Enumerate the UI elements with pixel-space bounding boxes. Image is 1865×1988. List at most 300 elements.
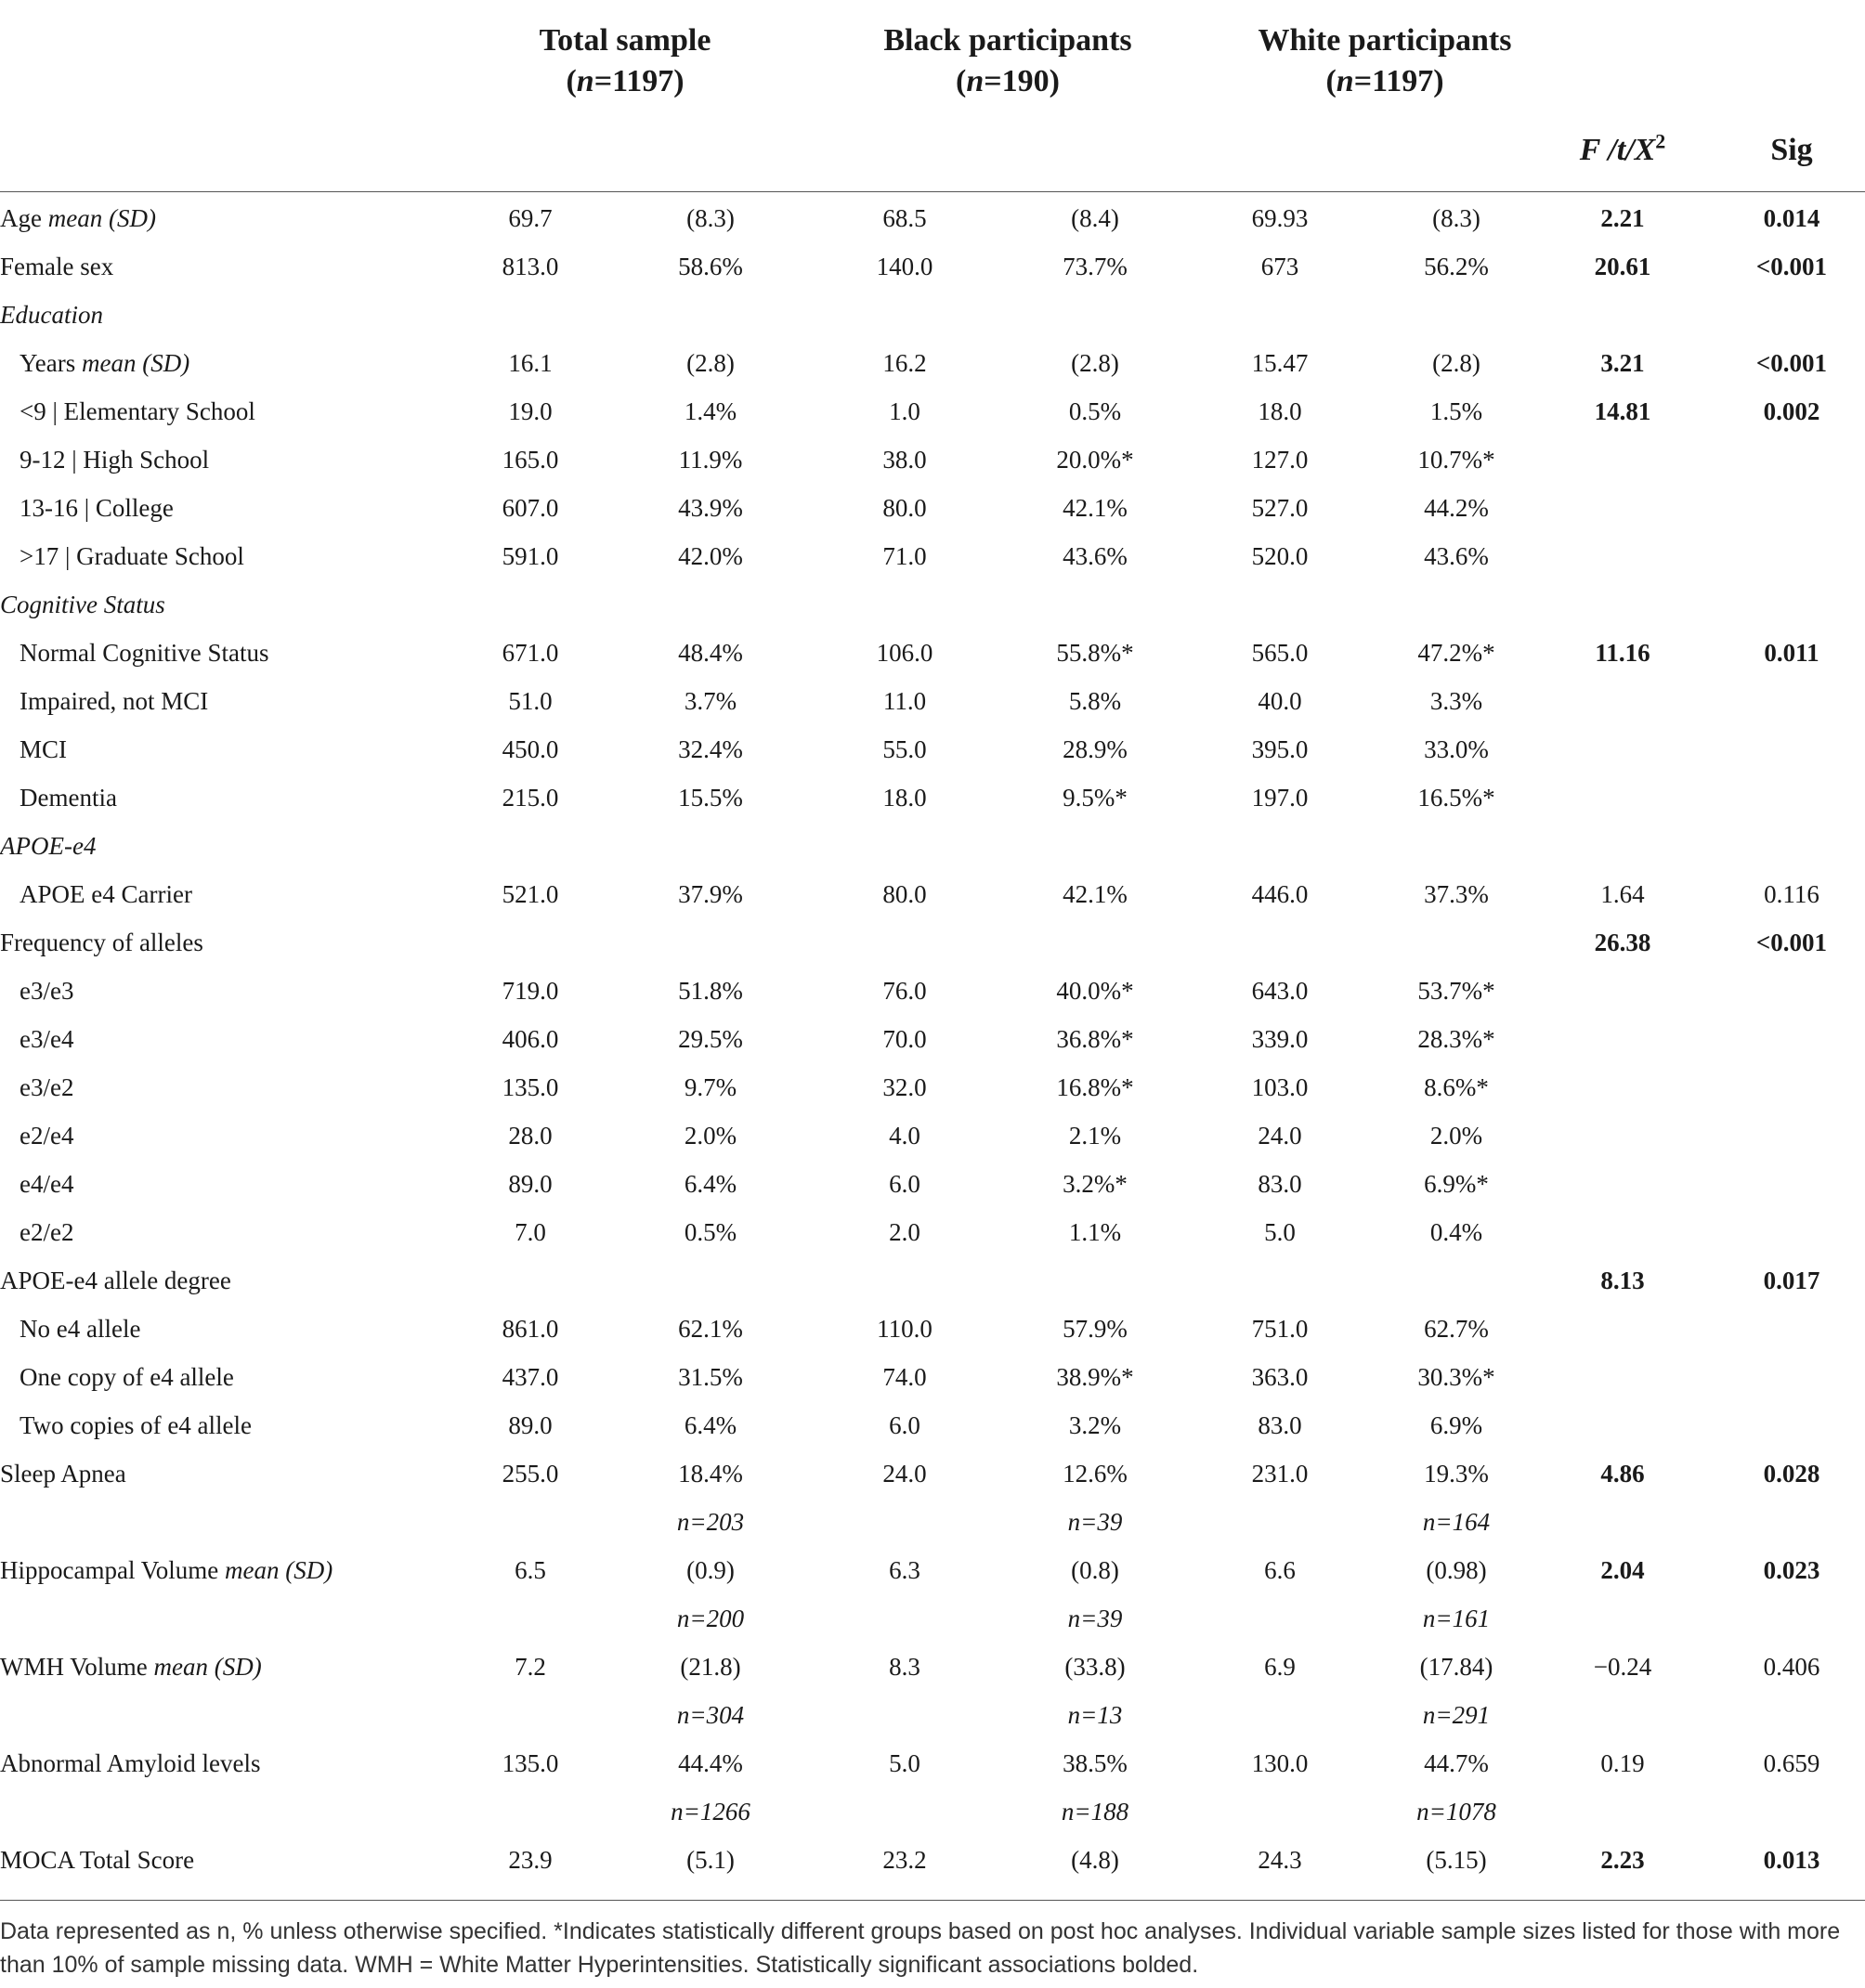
value-cell: 38.9%* [1056, 1363, 1134, 1391]
value-cell: 6.9 [1264, 1653, 1296, 1681]
value-cell: 591.0 [502, 542, 559, 570]
value-cell: 719.0 [502, 977, 559, 1005]
sample-size-row [0, 1787, 1865, 1836]
significance-cell: 0.023 [1763, 1556, 1820, 1584]
value-cell: 521.0 [502, 880, 559, 908]
row-label [20, 339, 189, 387]
group-n-value: =1197 [1353, 64, 1434, 98]
row-label [0, 1836, 194, 1884]
row-label-text: Two copies of e4 allele [20, 1411, 253, 1439]
section-label: APOE-e4 [0, 832, 97, 860]
value-cell: 1.0 [889, 397, 920, 425]
value-cell: 18.0 [1258, 397, 1302, 425]
value-cell: 395.0 [1251, 735, 1309, 763]
group-n: (n=190) [956, 64, 1060, 98]
group-n-prefix: n [576, 64, 594, 98]
value-cell: (2.8) [1071, 349, 1119, 377]
test-statistic-cell: 4.86 [1600, 1460, 1645, 1488]
value-cell: 215.0 [502, 784, 559, 812]
value-cell: 24.0 [882, 1460, 927, 1488]
value-cell: 48.4% [678, 639, 743, 667]
test-statistic-cell: 1.64 [1600, 880, 1645, 908]
group-headers [0, 20, 1865, 104]
value-cell: 130.0 [1251, 1749, 1309, 1777]
value-cell: 62.1% [678, 1315, 743, 1343]
value-cell: 32.4% [678, 735, 743, 763]
value-cell: 37.3% [1424, 880, 1489, 908]
group-n-prefix: n [1336, 64, 1354, 98]
value-cell: 2.0% [684, 1122, 737, 1150]
value-cell: 44.4% [678, 1749, 743, 1777]
value-cell: 673 [1260, 253, 1299, 280]
significance-cell: 0.011 [1764, 639, 1819, 667]
row-label-text: WMH Volume [0, 1653, 154, 1681]
group-n: (n=1197) [566, 64, 685, 98]
value-cell: (0.9) [686, 1556, 735, 1584]
row-label [20, 484, 174, 532]
value-cell: 42.0% [678, 542, 743, 570]
significance-cell: <0.001 [1755, 349, 1828, 377]
row-label-text: Hippocampal Volume [0, 1556, 225, 1584]
value-cell: 255.0 [502, 1460, 559, 1488]
group-name: Black participants [883, 23, 1132, 58]
table-row [0, 1015, 1865, 1063]
row-label [20, 870, 192, 918]
table-row [0, 435, 1865, 484]
row-label [20, 725, 67, 773]
value-cell: 3.7% [684, 687, 737, 715]
row-label-text: 13-16 | College [20, 494, 174, 522]
value-cell: 18.4% [678, 1460, 743, 1488]
value-cell: 83.0 [1258, 1170, 1302, 1198]
sample-size-cell: n=304 [676, 1701, 745, 1729]
row-label-text: Years [20, 349, 83, 377]
value-cell: 607.0 [502, 494, 559, 522]
value-cell: 671.0 [502, 639, 559, 667]
test-statistic-header [1530, 130, 1715, 171]
value-cell: 33.0% [1424, 735, 1489, 763]
value-cell: 450.0 [502, 735, 559, 763]
row-label [20, 677, 208, 725]
value-cell: 6.0 [889, 1170, 920, 1198]
sample-size-row [0, 1691, 1865, 1739]
row-label [20, 773, 117, 822]
value-cell: 4.0 [889, 1122, 920, 1150]
table-row [0, 870, 1865, 918]
value-cell: (5.15) [1426, 1846, 1487, 1874]
value-cell: 76.0 [882, 977, 927, 1005]
table-row [0, 677, 1865, 725]
significance-cell: 0.013 [1763, 1846, 1820, 1874]
value-cell: 15.5% [678, 784, 743, 812]
value-cell: 6.0 [889, 1411, 920, 1439]
value-cell: 6.9%* [1424, 1170, 1489, 1198]
value-cell: 44.2% [1424, 494, 1489, 522]
significance-cell: 0.116 [1764, 880, 1819, 908]
row-label-text: e4/e4 [20, 1170, 74, 1198]
sample-size-cell: n=203 [676, 1508, 745, 1536]
value-cell: 140.0 [876, 253, 933, 280]
value-cell: (17.84) [1419, 1653, 1493, 1681]
value-cell: 6.3 [889, 1556, 920, 1584]
value-cell: 11.0 [882, 687, 927, 715]
row-label [0, 194, 156, 242]
row-label-qualifier: mean (SD) [82, 349, 190, 377]
test-statistic-cell: 0.19 [1600, 1749, 1645, 1777]
section-label: Cognitive Status [0, 591, 165, 618]
bottom-rule [0, 1900, 1865, 1901]
row-label [20, 1305, 140, 1353]
row-label [20, 967, 73, 1015]
value-cell: 6.4% [684, 1170, 737, 1198]
test-statistic-cell: −0.24 [1593, 1653, 1652, 1681]
row-label-text: e3/e4 [20, 1025, 74, 1053]
value-cell: 38.5% [1063, 1749, 1128, 1777]
row-label-qualifier: mean (SD) [47, 204, 156, 232]
row-label [20, 1063, 73, 1111]
value-cell: 68.5 [882, 204, 927, 232]
value-cell: 74.0 [882, 1363, 927, 1391]
value-cell: 15.47 [1251, 349, 1309, 377]
value-cell: 813.0 [502, 253, 559, 280]
value-cell: (33.8) [1064, 1653, 1126, 1681]
value-cell: 527.0 [1251, 494, 1309, 522]
row-label [0, 1739, 260, 1787]
value-cell: 5.8% [1068, 687, 1122, 715]
value-cell: 6.9% [1429, 1411, 1483, 1439]
value-cell: 80.0 [882, 880, 927, 908]
test-statistic-sup: 2 [1655, 129, 1666, 153]
table-row [0, 1305, 1865, 1353]
table-row [0, 339, 1865, 387]
row-label-text: MCI [20, 735, 68, 763]
table-row [0, 967, 1865, 1015]
value-cell: 40.0%* [1056, 977, 1134, 1005]
value-cell: 42.1% [1063, 494, 1128, 522]
value-cell: 40.0 [1258, 687, 1302, 715]
table-row [0, 1256, 1865, 1305]
value-cell: 28.9% [1063, 735, 1128, 763]
table-row [0, 1111, 1865, 1160]
value-cell: 16.8%* [1056, 1073, 1134, 1101]
row-label [20, 1015, 73, 1063]
value-cell: 55.0 [882, 735, 927, 763]
value-cell: 861.0 [502, 1315, 559, 1343]
sample-size-cell: n=1078 [1416, 1798, 1496, 1826]
value-cell: 23.2 [882, 1846, 927, 1874]
value-cell: 8.6%* [1424, 1073, 1489, 1101]
value-cell: 2.1% [1068, 1122, 1122, 1150]
table-row [0, 1160, 1865, 1208]
value-cell: 16.5%* [1417, 784, 1495, 812]
test-statistic-cell: 26.38 [1594, 929, 1651, 956]
group-header-white [1194, 20, 1575, 102]
sample-size-cell: n=13 [1067, 1701, 1123, 1729]
sample-size-cell: n=161 [1422, 1605, 1491, 1632]
value-cell: 127.0 [1251, 446, 1309, 474]
table-footnote: Data represented as n, % unless otherwise specified. *Indicates statistically different groups based on post hoc analyses. Individual variable sample sizes listed for those with more than 10% of sample missing data. WMH = White Matter Hyperintensities. Statistically significant associations bolded. [0, 1918, 1841, 1978]
row-label-text: Frequency of alleles [0, 929, 203, 956]
test-statistic-cell: 2.21 [1600, 204, 1645, 232]
test-statistic-cell: 20.61 [1594, 253, 1651, 280]
value-cell: 10.7%* [1417, 446, 1495, 474]
group-n-prefix: n [966, 64, 985, 98]
sample-size-cell: n=39 [1067, 1508, 1123, 1536]
value-cell: 30.3%* [1417, 1363, 1495, 1391]
value-cell: 231.0 [1251, 1460, 1309, 1488]
value-cell: 70.0 [882, 1025, 927, 1053]
value-cell: 69.7 [508, 204, 553, 232]
value-cell: 0.4% [1429, 1218, 1483, 1246]
value-cell: 42.1% [1063, 880, 1128, 908]
value-cell: (8.3) [1432, 204, 1480, 232]
row-label [20, 629, 268, 677]
row-label-qualifier: mean (SD) [153, 1653, 262, 1681]
value-cell: 24.3 [1258, 1846, 1302, 1874]
sample-size-cell: n=39 [1067, 1605, 1123, 1632]
value-cell: 29.5% [678, 1025, 743, 1053]
group-n-value: =190 [984, 64, 1050, 98]
significance-cell: 0.028 [1763, 1460, 1820, 1488]
row-label [20, 387, 255, 435]
sample-size-cell: n=200 [676, 1605, 745, 1632]
row-label-text: >17 | Graduate School [20, 542, 244, 570]
table-row [0, 1063, 1865, 1111]
value-cell: 9.7% [684, 1073, 737, 1101]
value-cell: 2.0% [1429, 1122, 1483, 1150]
row-label-text: Dementia [20, 784, 117, 812]
value-cell: (0.8) [1071, 1556, 1119, 1584]
value-cell: 103.0 [1251, 1073, 1309, 1101]
value-cell: 62.7% [1424, 1315, 1489, 1343]
significance-cell: 0.017 [1763, 1267, 1820, 1294]
group-header-total [435, 20, 815, 102]
table-row [0, 1546, 1865, 1594]
value-cell: 1.5% [1429, 397, 1483, 425]
value-cell: 110.0 [877, 1315, 932, 1343]
row-label-text: e3/e2 [20, 1073, 74, 1101]
value-cell: 55.8%* [1056, 639, 1134, 667]
value-cell: 0.5% [684, 1218, 737, 1246]
value-cell: 339.0 [1251, 1025, 1309, 1053]
value-cell: 51.0 [508, 687, 553, 715]
test-statistic-cell: 2.23 [1600, 1846, 1645, 1874]
value-cell: 23.9 [508, 1846, 553, 1874]
row-label-text: e2/e2 [20, 1218, 74, 1246]
value-cell: 28.3%* [1417, 1025, 1495, 1053]
section-row [0, 822, 1865, 870]
value-cell: 44.7% [1424, 1749, 1489, 1777]
row-label [20, 1160, 73, 1208]
value-cell: 406.0 [502, 1025, 559, 1053]
value-cell: 36.8%* [1056, 1025, 1134, 1053]
table-row [0, 918, 1865, 967]
group-n-value: =1197 [593, 64, 674, 98]
value-cell: 20.0%* [1056, 446, 1134, 474]
value-cell: 135.0 [502, 1073, 559, 1101]
table-row [0, 1739, 1865, 1787]
significance-cell: <0.001 [1755, 929, 1828, 956]
value-cell: 7.2 [515, 1653, 546, 1681]
value-cell: 106.0 [876, 639, 933, 667]
section-row [0, 291, 1865, 339]
row-label-text: No e4 allele [20, 1315, 141, 1343]
value-cell: 51.8% [678, 977, 743, 1005]
value-cell: (0.98) [1426, 1556, 1487, 1584]
value-cell: 19.0 [508, 397, 553, 425]
value-cell: (5.1) [686, 1846, 735, 1874]
row-label [20, 1208, 73, 1256]
section-row [0, 580, 1865, 629]
value-cell: 565.0 [1251, 639, 1309, 667]
row-label-text: Age [0, 204, 48, 232]
value-cell: (8.3) [686, 204, 735, 232]
value-cell: 83.0 [1258, 1411, 1302, 1439]
test-statistic-cell: 2.04 [1600, 1556, 1645, 1584]
value-cell: 43.6% [1424, 542, 1489, 570]
table-row [0, 1449, 1865, 1498]
value-cell: 32.0 [882, 1073, 927, 1101]
value-cell: 7.0 [515, 1218, 546, 1246]
significance-cell: 0.014 [1763, 204, 1820, 232]
value-cell: 28.0 [508, 1122, 553, 1150]
group-header-black [817, 20, 1198, 102]
row-label-text: e2/e4 [20, 1122, 74, 1150]
section-label: Education [0, 301, 103, 329]
row-label [20, 532, 244, 580]
row-label-text: e3/e3 [20, 977, 74, 1005]
value-cell: 16.1 [508, 349, 553, 377]
value-cell: 5.0 [1264, 1218, 1296, 1246]
sample-size-cell: n=188 [1061, 1798, 1129, 1826]
table-row [0, 629, 1865, 677]
row-label-text: 9-12 | High School [20, 446, 210, 474]
row-label [0, 1449, 126, 1498]
row-label-text: Normal Cognitive Status [20, 639, 269, 667]
row-label-text: APOE e4 Carrier [20, 880, 192, 908]
value-cell: 16.2 [882, 349, 927, 377]
row-label [0, 1643, 262, 1691]
value-cell: 437.0 [502, 1363, 559, 1391]
row-label [0, 242, 113, 291]
value-cell: 89.0 [508, 1170, 553, 1198]
significance-cell: 0.002 [1763, 397, 1820, 425]
sig-header: Sig [1770, 133, 1813, 167]
table-row [0, 1353, 1865, 1401]
value-cell: 19.3% [1424, 1460, 1489, 1488]
sample-size-row [0, 1594, 1865, 1643]
row-label-text: Female sex [0, 253, 114, 280]
value-cell: (4.8) [1071, 1846, 1119, 1874]
value-cell: 73.7% [1063, 253, 1128, 280]
row-label [0, 1546, 333, 1594]
value-cell: 6.5 [515, 1556, 546, 1584]
value-cell: (2.8) [1432, 349, 1480, 377]
value-cell: (8.4) [1071, 204, 1119, 232]
value-cell: 446.0 [1251, 880, 1309, 908]
table-row [0, 1208, 1865, 1256]
row-label-text: Impaired, not MCI [20, 687, 209, 715]
row-label [20, 435, 209, 484]
table-row [0, 387, 1865, 435]
value-cell: 24.0 [1258, 1122, 1302, 1150]
sample-size-row [0, 1498, 1865, 1546]
row-label [0, 918, 203, 967]
value-cell: (2.8) [686, 349, 735, 377]
sample-size-cell: n=291 [1422, 1701, 1491, 1729]
table-row [0, 1836, 1865, 1884]
value-cell: 3.2%* [1063, 1170, 1128, 1198]
value-cell: 1.1% [1068, 1218, 1122, 1246]
value-cell: 5.0 [889, 1749, 920, 1777]
table-row [0, 773, 1865, 822]
test-statistic-label: F /t/X [1579, 133, 1656, 167]
row-label [20, 1353, 234, 1401]
significance-cell: 0.659 [1763, 1749, 1820, 1777]
table-row [0, 725, 1865, 773]
value-cell: 0.5% [1068, 397, 1122, 425]
value-cell: 43.6% [1063, 542, 1128, 570]
value-cell: 53.7%* [1417, 977, 1495, 1005]
row-label [20, 1111, 73, 1160]
value-cell: 6.4% [684, 1411, 737, 1439]
value-cell: 56.2% [1424, 253, 1489, 280]
value-cell: 47.2%* [1417, 639, 1495, 667]
value-cell: 165.0 [502, 446, 559, 474]
test-statistic-cell: 8.13 [1600, 1267, 1645, 1294]
table-row [0, 484, 1865, 532]
value-cell: 643.0 [1251, 977, 1309, 1005]
value-cell: 18.0 [882, 784, 927, 812]
value-cell: 3.3% [1429, 687, 1483, 715]
row-label-text: Sleep Apnea [0, 1460, 126, 1488]
row-label [0, 1256, 231, 1305]
value-cell: 1.4% [684, 397, 737, 425]
value-cell: 11.9% [678, 446, 743, 474]
sample-size-cell: n=164 [1422, 1508, 1491, 1536]
group-n: (n=1197) [1325, 64, 1444, 98]
value-cell: 520.0 [1251, 542, 1309, 570]
significance-cell: 0.406 [1763, 1653, 1820, 1681]
value-cell: 8.3 [889, 1653, 920, 1681]
row-label-text: <9 | Elementary School [20, 397, 255, 425]
value-cell: 89.0 [508, 1411, 553, 1439]
value-cell: 751.0 [1251, 1315, 1309, 1343]
header-rule [0, 191, 1865, 192]
table-row [0, 1401, 1865, 1449]
value-cell: (21.8) [680, 1653, 741, 1681]
value-cell: 43.9% [678, 494, 743, 522]
row-label-text: Abnormal Amyloid levels [0, 1749, 261, 1777]
value-cell: 71.0 [882, 542, 927, 570]
table-row [0, 1643, 1865, 1691]
value-cell: 38.0 [882, 446, 927, 474]
row-label-text: MOCA Total Score [0, 1846, 195, 1874]
value-cell: 57.9% [1063, 1315, 1128, 1343]
table-body [0, 194, 1865, 1884]
value-cell: 9.5%* [1063, 784, 1128, 812]
value-cell: 6.6 [1264, 1556, 1296, 1584]
row-label-text: One copy of e4 allele [20, 1363, 234, 1391]
test-statistic-cell: 11.16 [1595, 639, 1650, 667]
value-cell: 135.0 [502, 1749, 559, 1777]
group-name: Total sample [539, 23, 711, 58]
stat-headers [0, 130, 1865, 176]
table-row [0, 532, 1865, 580]
sample-size-cell: n=1266 [671, 1798, 750, 1826]
value-cell: 363.0 [1251, 1363, 1309, 1391]
value-cell: 197.0 [1251, 784, 1309, 812]
